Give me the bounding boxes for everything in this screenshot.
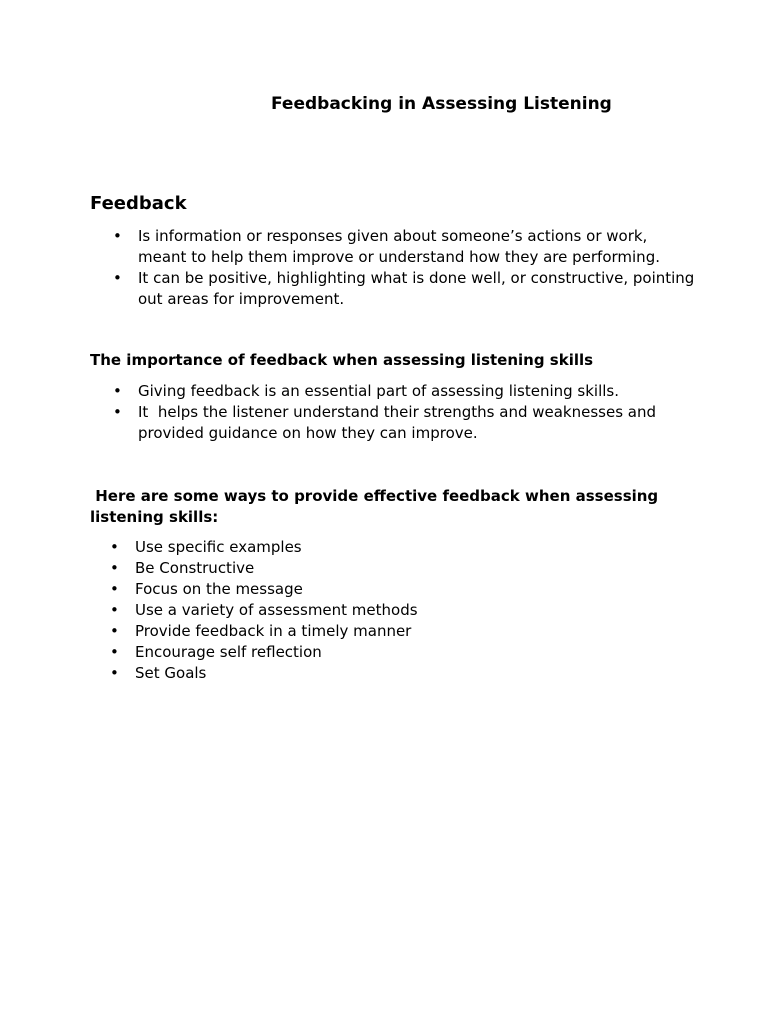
bullet-icon: • [110,580,119,598]
list-item-text: Be Constructive [135,559,255,577]
list-item-text: It helps the listener understand their strengths and weaknesses and provided guidance on how they can improve. [138,403,661,442]
list-item [110,537,655,558]
list-item-text: Is information or responses given about someone’s actions or work, meant to help them improve or understand how they are performing. [138,227,660,266]
list-item [110,600,655,621]
list-item [113,402,698,444]
list-item-text: Use specific examples [135,538,302,556]
bullet-icon: • [110,643,119,661]
bullet-icon: • [110,538,119,556]
bullet-icon: • [110,601,119,619]
bullet-icon: • [113,269,122,287]
feedback-list [113,226,700,310]
list-item-text: It can be positive, highlighting what is done well, or constructive, pointing out areas for improvement. [138,269,700,308]
list-item-text: Giving feedback is an essential part of assessing listening skills. [138,382,620,400]
list-item-text: Set Goals [135,664,207,682]
importance-list [113,381,698,444]
bullet-icon: • [113,227,122,245]
bullet-icon: • [110,559,119,577]
bullet-icon: • [110,664,119,682]
list-item [113,381,698,402]
bullet-icon: • [113,403,122,421]
list-item-text: Focus on the message [135,580,303,598]
list-item-text: Provide feedback in a timely manner [135,622,412,640]
feedback-heading: Feedback [90,193,187,214]
ways-heading: Here are some ways to provide effective feedback when assessing listening skills: [90,487,664,526]
list-item [110,642,655,663]
list-item-text: Encourage self reflection [135,643,322,661]
ways-list [110,537,655,684]
list-item [110,621,655,642]
list-item [113,226,698,268]
document-title: Feedbacking in Assessing Listening [271,94,612,114]
list-item [113,268,700,310]
list-item [110,558,655,579]
list-item-text: Use a variety of assessment methods [135,601,418,619]
list-item [110,579,655,600]
importance-heading: The importance of feedback when assessing listening skills [90,351,594,369]
bullet-icon: • [113,382,122,400]
list-item [110,663,655,684]
bullet-icon: • [110,622,119,640]
